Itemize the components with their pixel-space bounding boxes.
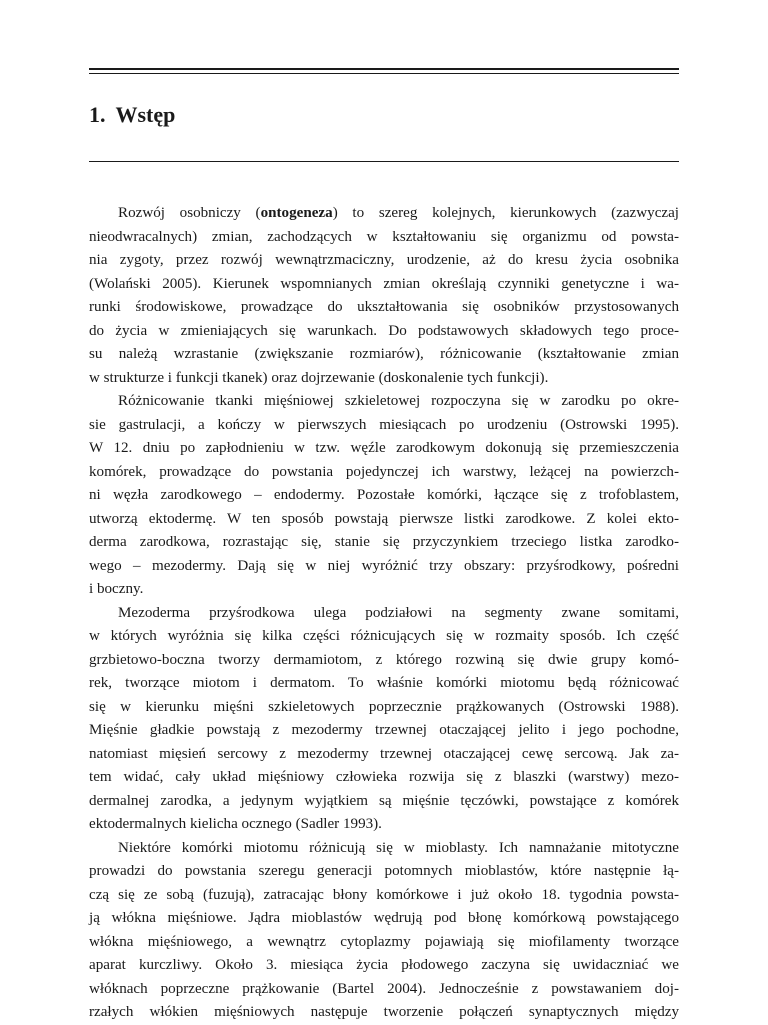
text-line: su należą wzrastanie (zwiększanie rozmiarów), różnicowanie (kształtowanie zmian <box>89 346 679 362</box>
header-rule-thin <box>89 73 679 74</box>
text-line: wego – mezodermy. Dają się w niej wyróżnić trzy obszary: przyśrodkowy, pośredni <box>89 557 679 574</box>
text-line: W 12. dniu po zapłodnieniu w tzw. węźle zarodkowym dokonują się przemieszczenia <box>89 440 679 456</box>
body-text <box>89 202 679 1025</box>
text-line: Mezoderma przyśrodkowa ulega podziałowi na segmenty zwane somitami, <box>118 604 679 621</box>
text-line: prowadzi do powstania szeregu generacji potomnych mioblastów, które następnie łą- <box>89 863 679 879</box>
text-line: włókna mięśniowego, a wewnątrz cytoplazmy pojawiają się miofilamenty tworzące <box>89 933 679 950</box>
text-line: czą się ze sobą (fuzują), zatracając błony komórkowe i już około 18. tygodnia powsta- <box>89 886 679 903</box>
paragraph <box>89 837 679 1025</box>
text-line: do życia w zmieniających się warunkach. Do podstawowych składowych tego proce- <box>89 322 679 339</box>
text-line: Mięśnie gładkie powstają z mezodermy trzewnej otaczającej jelito i jego pochodne, <box>89 722 679 738</box>
text-segment: ) to szereg kolejnych, kierunkowych (zazwyczaj <box>332 205 679 221</box>
text-line: ni węzła zarodkowego – endodermy. Pozostałe komórki, łączące się z trofoblastem, <box>89 487 679 503</box>
paragraph <box>89 390 679 602</box>
text-segment: Rozwój osobniczy ( <box>118 205 261 221</box>
text-line: i boczny. <box>89 581 144 597</box>
text-line: ektodermalnych kielicha ocznego (Sadler 1993). <box>89 816 382 832</box>
text-line: nieodwracalnych) zmian, zachodzących w kształtowaniu się organizmu od powsta- <box>89 228 679 245</box>
chapter-title <box>89 100 175 130</box>
text-line: (Wolański 2005). Kierunek wspomnianych zmian określają czynniki genetyczne i wa- <box>89 275 679 292</box>
document-page <box>89 0 679 1020</box>
paragraph <box>89 202 679 390</box>
title-underline-rule <box>89 161 679 162</box>
text-line <box>89 202 679 226</box>
text-line: Różnicowanie tkanki mięśniowej szkieletowej rozpoczyna się w zarodku po okre- <box>118 393 679 409</box>
text-line: komórek, prowadzące do powstania pojedynczej ich warstwy, leżącej na powierzch- <box>89 463 679 480</box>
chapter-title-text: Wstęp <box>115 102 176 127</box>
text-line: rek, tworzące miotom i dermatom. To właśnie komórki miotomu będą różnicować <box>89 675 679 691</box>
text-line: dermalnej zarodka, a jedynym wyjątkiem są mięśnie tęczówki, powstające z komórek <box>89 792 679 809</box>
header-rule-thick <box>89 68 679 70</box>
text-line: Niektóre komórki miotomu różnicują się w mioblasty. Ich namnażanie mitotyczne <box>118 839 679 856</box>
text-line: nia zygoty, przez rozwój wewnątrzmaciczny, urodzenie, aż do kresu życia osobnika <box>89 252 679 268</box>
text-line: runki środowiskowe, prowadzące do ukształtowania się osobników przystosowanych <box>89 299 679 315</box>
text-line: włóknach poprzeczne prążkowanie (Bartel 2004). Jednocześnie z powstawaniem doj- <box>89 980 679 997</box>
bold-term: ontogeneza <box>260 205 333 221</box>
text-line: w strukturze i funkcji tkanek) oraz dojrzewanie (doskonalenie tych funkcji). <box>89 369 549 386</box>
text-line: tem widać, cały układ mięśniowy człowieka rozwija się z blaszki (warstwy) mezo- <box>89 769 679 785</box>
text-line: aparat kurczliwy. Około 3. miesiąca życia płodowego zaczyna się uwidaczniać we <box>89 957 679 973</box>
text-line: w których wyróżnia się kilka części różnicujących się w rozmaity sposób. Ich część <box>89 628 679 644</box>
paragraph <box>89 602 679 837</box>
text-line: ją włókna mięśniowe. Jądra mioblastów wędrują pod błonę komórkową powstającego <box>89 910 679 926</box>
text-line: się w kierunku mięśni szkieletowych poprzecznie prążkowanych (Ostrowski 1988). <box>89 698 679 715</box>
text-line: grzbietowo-boczna tworzy dermamiotom, z którego rozwiną się dwie grupy komó- <box>89 651 679 668</box>
text-line: utworzą ektodermę. W ten sposób powstają pierwsze listki zarodkowe. Z kolei ekto- <box>89 510 679 527</box>
text-line: natomiast mięsień sercowy z mezodermy trzewnej otaczającej cewę sercową. Jak za- <box>89 745 679 762</box>
chapter-number: 1. <box>89 102 106 127</box>
text-line: rzałych włókien mięśniowych następuje tworzenie połączeń synaptycznych między <box>89 1004 679 1020</box>
text-line: derma zarodkowa, rozrastając się, stanie się przyczynkiem trzeciego listka zarodko- <box>89 534 679 550</box>
text-line: sie gastrulacji, a kończy w pierwszych miesiącach po urodzeniu (Ostrowski 1995). <box>89 416 679 433</box>
